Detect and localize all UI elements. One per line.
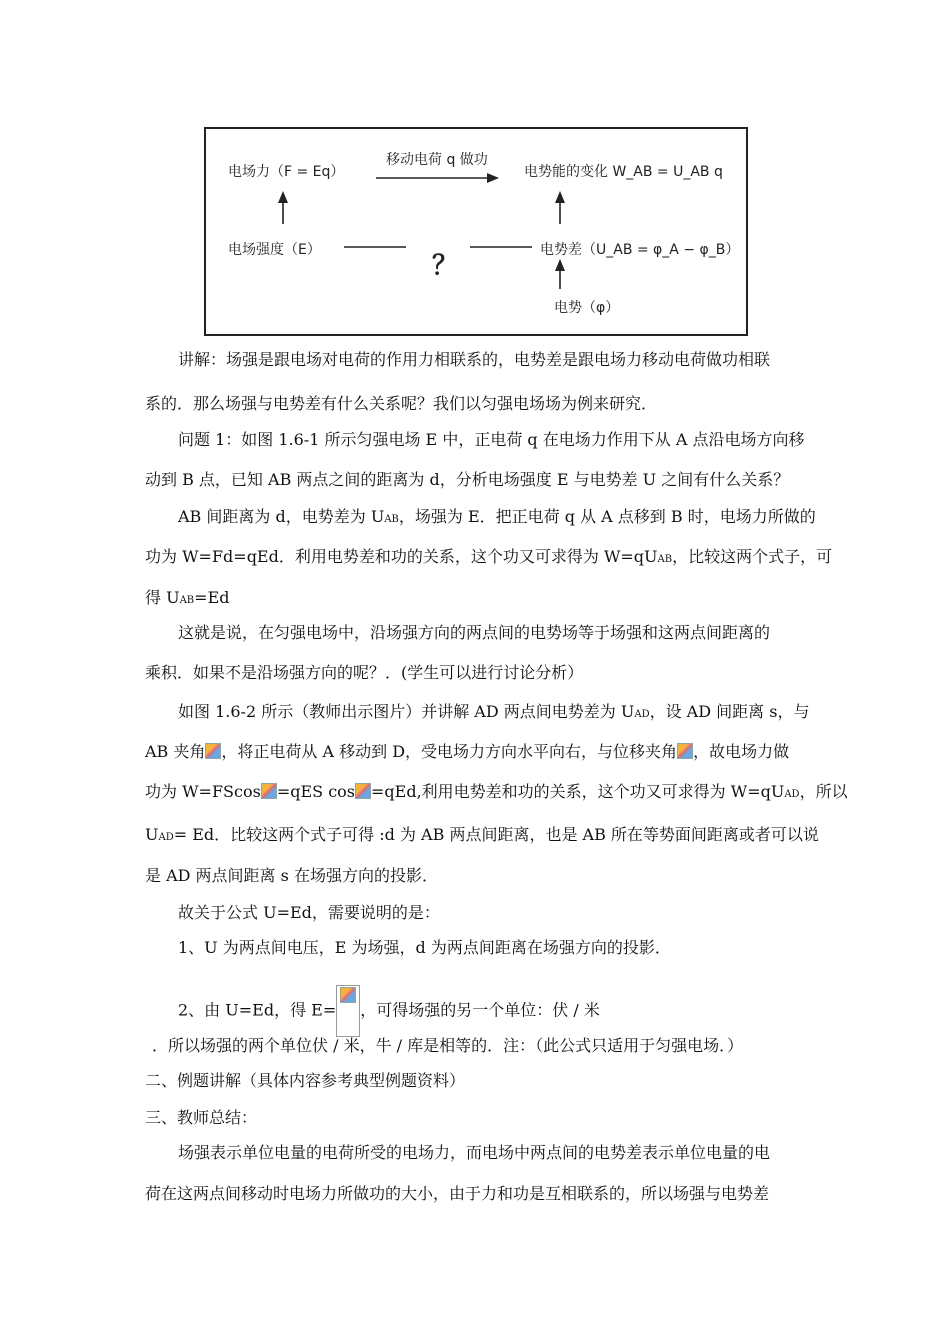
para-line: 动到 B 点，已知 AB 两点之间的距离为 d，分析电场强度 E 与电势差 U 之间有什么关系？	[145, 470, 790, 489]
text-segment: ，可得场强的另一个单位：伏 / 米	[360, 1000, 600, 1020]
para-line: 讲解：场强是跟电场对电荷的作用力相联系的，电势差是跟电场力移动电荷做功相联	[178, 350, 771, 369]
para-line	[145, 547, 832, 570]
para-line: 是 AD 两点间距离 s 在场强方向的投影．	[145, 866, 438, 885]
potential-label: 电势（φ）	[554, 300, 620, 316]
force-label: 电场力（F = Eq）	[228, 164, 345, 180]
subscript: AD	[784, 789, 800, 800]
para-line: 场强表示单位电量的电荷所受的电场力，而电场中两点间的电势差表示单位电量的电	[178, 1143, 771, 1162]
up-arrow-potential-head	[555, 259, 565, 271]
text-segment: ，设 AD 间距离 s，与	[649, 702, 810, 721]
para-line: 乘积．如果不是沿场强方向的呢？．(学生可以进行讨论分析）	[145, 663, 584, 682]
relation-diagram	[204, 127, 748, 336]
text-segment: 功为 W=Fd=qEd．利用电势差和功的关系，这个功又可求得为 W=qU	[145, 547, 658, 566]
para-line: ．所以场强的两个单位伏 / 米，牛 / 库是相等的．注：（此公式只适用于匀强电场．）	[152, 1036, 744, 1055]
para-line: 系的．那么场强与电势差有什么关系呢？我们以匀强电场场为例来研究．	[145, 394, 658, 413]
section-heading: 二、例题讲解（具体内容参考典型例题资料）	[145, 1071, 466, 1090]
text-segment: ，所以	[799, 782, 848, 801]
text-segment: AB 夹角	[145, 742, 206, 761]
formula-image	[336, 985, 360, 1037]
broken-image-icon	[340, 987, 356, 1003]
para-line	[145, 742, 789, 762]
para-line: 荷在这两点间移动时电场力所做功的大小，由于力和功是互相联系的，所以场强与电势差	[145, 1184, 770, 1203]
text-segment: 2、由 U=Ed，得 E=	[178, 1000, 337, 1020]
question-mark: ？	[432, 251, 459, 281]
para-line	[145, 825, 819, 848]
text-segment: =qEd,利用电势差和功的关系，这个功又可求得为 W=qU	[371, 782, 785, 801]
text-segment: ，将正电荷从 A 移动到 D，受电场力方向水平向右，与位移夹角	[221, 742, 678, 761]
text-segment: 功为 W=FScos	[145, 782, 261, 801]
para-line	[178, 702, 809, 725]
text-segment: 如图 1.6-2 所示（教师出示图片）并讲解 AD 两点间电势差为 U	[178, 702, 635, 721]
field-strength-label: 电场强度（E）	[228, 242, 321, 258]
potential-difference-label: 电势差（U_AB = φ_A − φ_B）	[540, 242, 740, 258]
broken-image-icon	[677, 743, 693, 759]
subscript: AB	[657, 554, 673, 565]
broken-image-icon	[261, 783, 277, 799]
para-line: 故关于公式 U=Ed，需要说明的是：	[178, 903, 440, 922]
para-line	[178, 507, 816, 530]
text-segment: ，比较这两个式子，可	[672, 547, 833, 566]
subscript: AB	[179, 595, 195, 606]
subscript: AB	[384, 514, 399, 525]
para-line	[178, 985, 600, 1037]
text-segment: ，场强为 E．把正电荷 q 从 A 点移到 B 时，电场力所做的	[398, 507, 816, 526]
text-segment: U	[145, 825, 159, 844]
subscript: AD	[634, 709, 650, 720]
para-line: 问题 1：如图 1.6-1 所示匀强电场 E 中，正电荷 q 在电场力作用下从 A 点沿电场方向移	[178, 430, 805, 449]
broken-image-icon	[355, 783, 371, 799]
text-segment: =qES cos	[276, 782, 355, 801]
energy-change-label: 电势能的变化 W_AB = U_AB q	[524, 164, 723, 180]
text-segment: =Ed	[194, 588, 230, 607]
subscript: AD	[158, 832, 174, 843]
text-segment: ，故电场力做	[693, 742, 790, 761]
para-line: 1、U 为两点间电压，E 为场强，d 为两点间距离在场强方向的投影．	[178, 938, 671, 957]
broken-image-icon	[205, 743, 221, 759]
up-arrow-force-head	[278, 191, 288, 203]
section-heading: 三、教师总结：	[145, 1108, 258, 1127]
up-arrow-energy-head	[555, 191, 565, 203]
text-segment: = Ed．比较这两个式子可得 :d 为 AB 两点间距离，也是 AB 所在等势面间距离或者可以说	[173, 825, 819, 844]
text-segment: AB 间距离为 d，电势差为 U	[178, 507, 385, 526]
para-line	[145, 782, 848, 805]
work-arrow-label: 移动电荷 q 做功	[386, 152, 488, 168]
work-arrow-head	[487, 173, 499, 183]
text-segment: 得 U	[145, 588, 180, 607]
para-line	[145, 588, 229, 611]
para-line: 这就是说，在匀强电场中，沿场强方向的两点间的电势场等于场强和这两点间距离的	[178, 623, 771, 642]
